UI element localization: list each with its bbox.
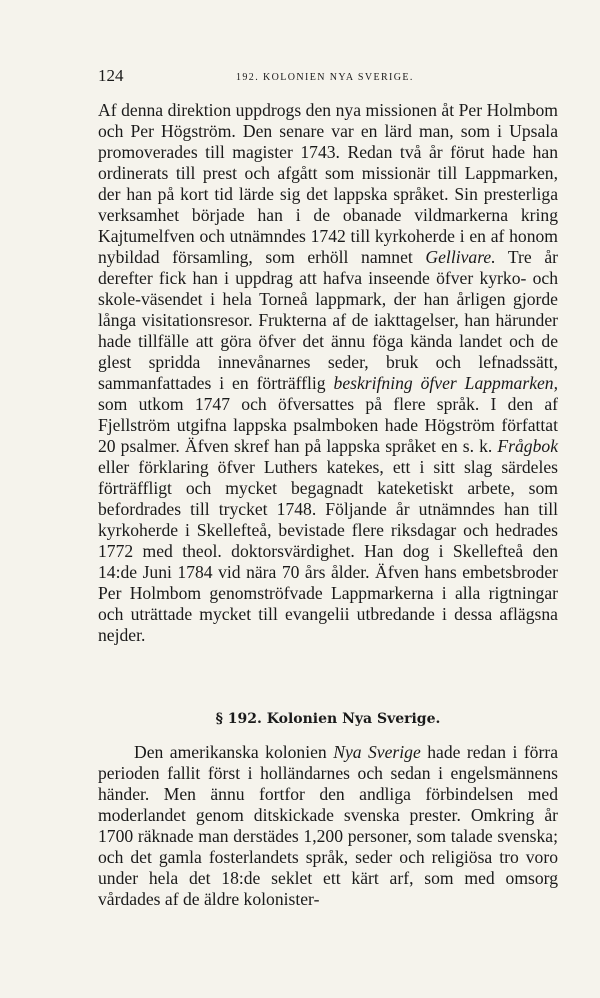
paragraph2-italic-nya-sverige: Nya Sverige (333, 742, 421, 762)
paragraph1-italic-gellivare: Gellivare. (425, 247, 496, 267)
paragraph1-text-2: Tre år derefter fick han i uppdrag att hafva inseende öfver kyrko- och skole-väsendet i hela Torneå lappmark, der han årligen gjorde långa visitationsresor. Frukterna af de iakttagelser, han härunder hade tillfälle att göra öfver det ännu föga kända landet och de glest spridda innevånarnes seder, bruk och lefnadssätt, sammanfattades i en förträfflig (98, 247, 558, 393)
paragraph2-text-2: hade redan i förra perioden fallit först i holländarnes och sedan i engelsmännens händer. Men ännu fortfor den andliga förbindelsen med moderlandet genom ditskickade svenska prester. Omkring år 1700 räknade man derstädes 1,200 personer, som talade svenska; och det gamla fosterlandets språk, seder och religiösa tro voro under hela det 18:de seklet ett kärt arf, som med omsorg vårdades af de äldre kolonister- (98, 742, 559, 909)
paragraph1-italic-fragbok: Frågbok (497, 436, 558, 456)
paragraph1-italic-beskrifning: beskrifning öfver Lappmarken, (333, 373, 559, 393)
paragraph1-text-1: Af denna direktion uppdrogs den nya missionen åt Per Holmbom och Per Högström. Den senare var en lärd man, som i Upsala promoverades till magister 1743. Redan två år förut hade han ordinerats till prest och afgått som missionär till Lappmarken, der han på kort tid lärde sig det lappska språket. Sin presterliga verksamhet började han i de obanade vildmarkerna kring Kajtumelfven och utnämndes 1742 till kyrkoherde i en af honom nybildad församling, som erhöll namnet (98, 100, 558, 267)
paragraph-nya-sverige (98, 742, 558, 910)
paragraph1-text-3: som utkom 1747 och öfversattes på flere språk. I den af Fjellström utgifna lappska psalmboken hade Högström författat 20 psalmer. Äfven skref han på lappska språket en s. k. (98, 394, 558, 456)
paragraph-missionaries (98, 100, 558, 646)
page-header (98, 66, 558, 90)
page-number: 124 (98, 66, 124, 85)
section-heading: § 192. Kolonien Nya Sverige. (215, 711, 441, 727)
paragraph1-text-4: eller förklaring öfver Luthers katekes, ett i sitt slag särdeles förträffligt och mycket begagnadt kateketiskt arbete, som befordrades till trycket 1748. Följande år utnämndes han till kyrkoherde i Skellefteå, bevistade flere riksdagar och hedrades 1772 med theol. doktorsvärdighet. Han dog i Skellefteå den 14:de Juni 1784 vid nära 70 års ålder. Äfven hans embetsbroder Per Holmbom genomströfvade Lappmarkerna i alla rigtningar och uträttade mycket till evangelii utbredande i dessa aflägsna nejder. (98, 457, 558, 645)
running-head: 192. KOLONIEN NYA SVERIGE. (236, 72, 414, 83)
paragraph2-text-1: Den amerikanska kolonien (134, 742, 334, 762)
